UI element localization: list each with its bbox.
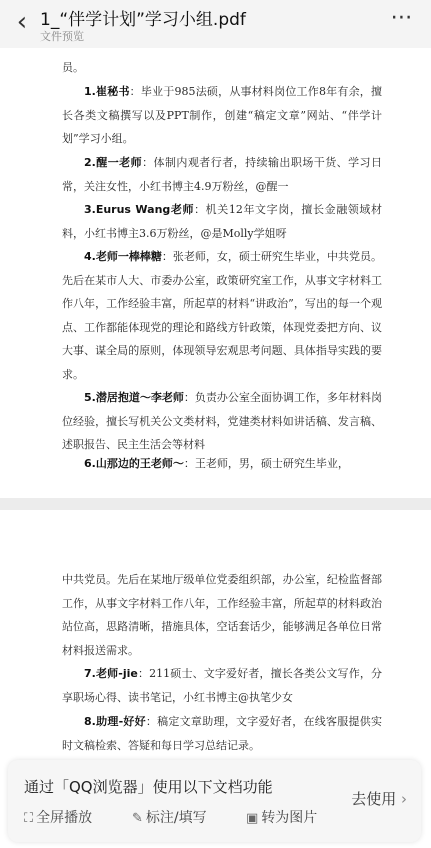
fullscreen-icon: ⛶ xyxy=(24,811,34,826)
pdf-page-1 xyxy=(0,48,431,498)
document-subtitle: 文件预览 xyxy=(40,30,84,43)
more-horizontal-icon[interactable]: ⋯ xyxy=(390,5,414,30)
member-paragraph xyxy=(62,452,382,476)
go-use-button[interactable] xyxy=(351,788,407,809)
member-paragraph xyxy=(62,245,382,386)
edit-icon: ✎ xyxy=(132,811,143,826)
member-name: 6.山那边的王老师～ xyxy=(84,457,184,470)
banner-title: 通过「QQ浏览器」使用以下文档功能 xyxy=(24,778,273,796)
member-paragraph xyxy=(62,710,382,757)
member-name: 4.老师一棒棒糖 xyxy=(84,250,162,263)
member-name: 5.潜居抱道～李老师 xyxy=(84,391,184,404)
member-description: ：负责办公室全面协调工作，多年材料岗位经验，擅长写机关公文类材料，党建类材料如讲话稿、发言稿、述职报告、民主生活会等材料 xyxy=(62,391,382,451)
feature-label: 转为图片 xyxy=(261,810,318,826)
image-icon: ▣ xyxy=(246,811,259,826)
member-name: 8.助理-好好 xyxy=(84,715,146,728)
member-description: ：机关12年文字岗，擅长金融领域材料，小红书博主3.6万粉丝，@是Molly学姐呀 xyxy=(62,203,382,240)
member-description: ：毕业于985法硕，从事材料岗位工作8年有余，擅长各类文稿撰写以及PPT制作，创建“稿定文章”网站、“伴学计划”学习小组。 xyxy=(62,85,382,145)
fullscreen-feature[interactable] xyxy=(24,807,92,827)
member-name: 3.Eurus Wang老师 xyxy=(84,203,195,216)
back-chevron-left-icon[interactable]: ‹ xyxy=(16,7,28,37)
member-description: ：体制内观者行者，持续输出职场干货、学习日常，关注女性，小红书博主4.9万粉丝，@醒一 xyxy=(62,156,383,193)
annotate-feature[interactable] xyxy=(132,807,207,827)
continued-paragraph: 中共党员。先后在某地厅级单位党委组织部，办公室，纪检监督部工作，从事文字材料工作八年，工作经验丰富，所起草的材料政治站位高，思路清晰，措施具体，空话套话少，能够满足各单位日常材料报送需求。 xyxy=(62,573,382,657)
member-paragraph xyxy=(62,386,382,457)
member-name: 1.崔秘书 xyxy=(84,85,130,98)
member-paragraph xyxy=(62,198,382,245)
member-name: 2.醒一老师 xyxy=(84,156,143,169)
member-paragraph xyxy=(62,662,382,709)
go-use-label: 去使用 xyxy=(351,790,397,808)
member-description: ：211硕士、文字爱好者，擅长各类公文写作，分享职场心得、读书笔记，小红书博主@执笔少女 xyxy=(62,667,382,704)
member-description: ：张老师，女，硕士研究生毕业，中共党员。先后在某市人大、市委办公室，政策研究室工作，从事文字材料工作八年，工作经验丰富，所起草的材料“讲政治”，写出的每一个观点、工作都能体现党的理论和路线方针政策，体现党委把方向、议大事、谋全局的原则，体现领导宏观思考问题、具体指导实践的要求。 xyxy=(62,250,382,381)
document-title: 1_“伴学计划”学习小组.pdf xyxy=(40,10,246,30)
qq-browser-promo-banner[interactable] xyxy=(8,760,421,842)
continued-text: 员。 xyxy=(62,61,84,74)
member-paragraph xyxy=(62,151,382,198)
chevron-right-icon: › xyxy=(401,790,407,808)
member-description: ：王老师，男，硕士研究生毕业， xyxy=(183,457,349,470)
feature-label: 标注/填写 xyxy=(145,810,207,826)
member-paragraph xyxy=(62,80,382,151)
feature-label: 全屏播放 xyxy=(36,810,93,826)
top-bar xyxy=(0,0,431,48)
member-description: ：稿定文章助理，文字爱好者，在线客服提供实时文稿检索、答疑和每日学习总结记录。 xyxy=(62,715,382,752)
member-name: 7.老师-jie xyxy=(84,667,138,680)
to-image-feature[interactable] xyxy=(246,807,317,827)
